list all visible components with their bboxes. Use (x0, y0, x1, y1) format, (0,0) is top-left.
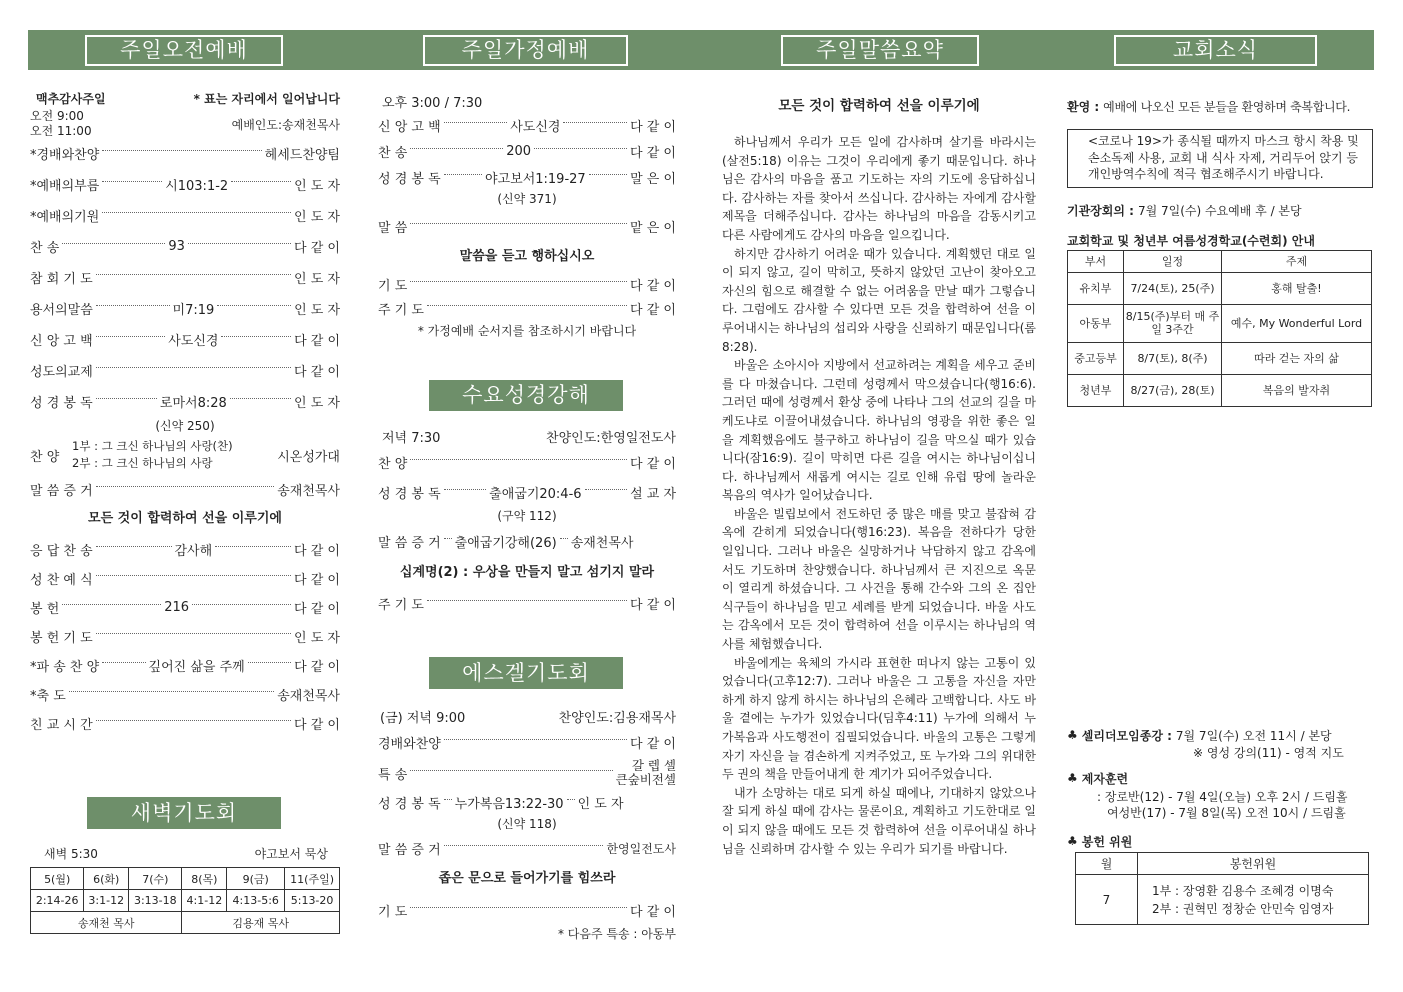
offering-table (1075, 852, 1369, 925)
school-cell: 중고등부 (1068, 342, 1124, 374)
order-detail: 감사해 (174, 544, 213, 559)
order-label: 신 앙 고 백 (30, 334, 93, 349)
header-family: 주일가정예배 (423, 35, 628, 66)
order-detail: 시103:1-2 (165, 179, 229, 194)
wed-subtitle: 십계명(2) : 우상을 만들지 말고 섬기지 말라 (399, 565, 655, 580)
training-label: 제자훈련 (1081, 771, 1129, 786)
order-person: 다 같 이 (294, 573, 340, 588)
order-row (30, 355, 340, 386)
dawn-table (30, 867, 340, 934)
order-label: *파 송 찬 양 (30, 660, 100, 675)
order-person: 다 같 이 (294, 241, 340, 256)
club-icon-2: ♣ (1067, 771, 1078, 785)
order-row (30, 709, 340, 738)
order-row (378, 296, 676, 320)
training-2: 여성반(17) - 7월 8일(목) 오전 10시 / 드림홀 (1107, 806, 1346, 820)
order-row (378, 727, 676, 757)
anthem-label: 찬 양 (30, 449, 60, 465)
ez-prayer-label: 기 도 (378, 904, 408, 920)
order-detail: 216 (164, 600, 190, 615)
order-person: 다 같 이 (630, 302, 676, 318)
order-person: 다 같 이 (630, 119, 677, 135)
order-label: 친 교 시 간 (30, 718, 93, 733)
ez-reading-text: 누가복음13:22-30 (454, 796, 564, 812)
welcome-text: 예배에 나오신 모든 분들을 환영하며 축복합니다. (1103, 99, 1351, 114)
order-person: 인 도 자 (294, 210, 340, 225)
order-person: 다 같 이 (630, 278, 676, 294)
dawn-day: 11(주일) (285, 868, 340, 890)
order-label: 찬 양 (378, 456, 408, 472)
wed-sermon-person: 송재천목사 (570, 535, 634, 551)
order-person: 다 같 이 (294, 334, 341, 349)
dawn-day: 6(화) (84, 868, 129, 890)
order-row (30, 324, 340, 355)
order-person: 말 은 이 (630, 171, 677, 187)
anthem-person: 시온성가대 (277, 449, 340, 465)
order-detail: 93 (168, 239, 185, 254)
order-detail: 출애굽기20:4-6 (489, 486, 582, 502)
header-ezekiel: 에스겔기도회 (429, 657, 623, 689)
order-label: 봉 헌 기 도 (30, 631, 93, 646)
ezekiel-prayer (378, 705, 676, 945)
order-row (30, 680, 340, 709)
dawn-passage: 4:13-5:6 (227, 890, 285, 912)
reading-sub: (신약 250) (155, 419, 215, 433)
worship-leader: 예배인도:송재천목사 (231, 117, 340, 132)
dawn-passage: 2:14-26 (31, 890, 84, 912)
dawn-day: 7(수) (129, 868, 182, 890)
family-reading-sub: (신약 371) (497, 192, 557, 206)
order-detail: 로마서8:28 (159, 396, 227, 411)
order-label: 봉 헌 (30, 602, 60, 617)
school-cell: 8/27(금), 28(토) (1124, 374, 1222, 406)
order-label: *축 도 (30, 689, 66, 704)
school-cell: 7/24(토), 25(주) (1124, 272, 1222, 304)
wed-prayer-label: 주 기 도 (378, 597, 424, 613)
offering-2: 2부 : 권혁민 정창순 안민숙 임영자 (1152, 901, 1334, 916)
order-row (30, 231, 340, 262)
order-row (30, 138, 340, 169)
ez-leader: 찬양인도:김용재목사 (558, 710, 676, 726)
pastor-2: 김용재 목사 (182, 912, 340, 934)
order-label: 성 경 봉 독 (378, 171, 441, 187)
time-2: 오전 11:00 (30, 123, 92, 138)
anthem-1: 1부 : 그 크신 하나님의 사랑(찬) (72, 439, 233, 453)
order-label: 주 기 도 (378, 302, 424, 318)
school-cell: 홍해 탈출! (1222, 272, 1372, 304)
order-person: 다 같 이 (630, 456, 676, 472)
senior-sub: ※ 영성 강의(11) - 영적 지도 (1193, 746, 1344, 760)
order-detail: 사도신경 (168, 334, 219, 349)
family-note: * 가정예배 순서지를 참조하시기 바랍니다 (417, 324, 637, 338)
anthem-2: 2부 : 그 크신 하나님의 사랑 (72, 456, 213, 470)
morning-worship (30, 88, 340, 738)
summary-paragraph: 하나님께서 우리가 모든 일에 감사하며 살기를 바라시는(살전5:18) 이유는 그것이 우리에게 좋기 때문입니다. 하나님은 감사의 마음을 품고 기도하는 자의 기도에 응답하십니다. 감사하는 자를 찾아서 쓰십니다. 감사하는 자에게 감사할 제목을 더해주십니다. 감사는 하나님의 마음을 감동시키고 다른 사람에게도 감사의 마음을 일으킵니다. (722, 135, 1036, 242)
order-person: 설 교 자 (630, 486, 677, 502)
order-row (30, 651, 340, 680)
summary-paragraph: 바울은 소아시아 지방에서 선교하려는 계획을 세우고 준비를 다 마쳤습니다. 그런데 성령께서 막으셨습니다(행16:6). 그러던 때에 성령께서 환상 중에 나타나 그의 선교의 길을 마케도냐로 이끌어내셨습니다. 하나님의 영광을 위한 좋은 일을 계획했음에도 불구하고 하나님이 길을 막으실 때가 있습니다(잠16:9). 길이 막히면 다른 길을 여시는 하나님이십니다. 하나님께서 새롭게 여시는 길로 인해 유럽 땅에 놀라운 복음의 역사가 일어났습니다. (722, 358, 1036, 503)
order-person: 다 같 이 (294, 544, 340, 559)
order-row (378, 112, 676, 138)
order-label: 성 경 봉 독 (30, 396, 93, 411)
word-label: 말 씀 (378, 220, 408, 236)
order-label: 성 찬 예 식 (30, 573, 93, 588)
school-cell: 아동부 (1068, 304, 1124, 342)
offering-label: 봉헌 위원 (1081, 834, 1133, 849)
special-person-1: 갈 렙 셀 (631, 758, 676, 773)
order-detail: 사도신경 (510, 119, 561, 135)
order-person: 인 도 자 (294, 303, 341, 318)
order-label: 찬 송 (378, 145, 408, 161)
sermon-label: 말 씀 증 거 (30, 483, 93, 499)
order-person: 인 도 자 (294, 272, 340, 287)
school-table (1067, 250, 1372, 407)
dawn-passage: 3:1-12 (84, 890, 129, 912)
order-label: *예배의기원 (30, 210, 100, 225)
ez-note: * 다음주 특송 : 아동부 (557, 927, 676, 941)
wed-reading-sub: (구약 112) (497, 509, 557, 523)
dawn-day: 9(금) (227, 868, 285, 890)
order-label: 기 도 (378, 278, 408, 294)
order-person: 인 도 자 (294, 631, 340, 646)
wed-sermon-label: 말 씀 증 거 (378, 535, 441, 551)
order-row (30, 386, 340, 417)
word-person: 맡 은 이 (630, 220, 676, 236)
order-person: 다 같 이 (294, 718, 340, 733)
summary-paragraph: 내가 소망하는 대로 되게 하실 때에나, 기대하지 않았으나 잘 되게 하실 때에 감사는 물론이요, 계획하고 기도한대로 일이 되지 않을 때에도 모든 것 합력하여 선을 이루어내실 하나님을 신뢰하며 감사할 수 있는 우리가 되기를 바랍니다. (722, 785, 1036, 856)
order-person: 인 도 자 (294, 179, 341, 194)
club-icon-1: ♣ (1067, 728, 1078, 742)
dawn-day: 5(월) (31, 868, 84, 890)
summary-paragraph: 바울은 빌립보에서 전도하던 중 많은 매를 맞고 불잡혀 감옥에 갇히게 되었습니다(행16:23). 복음을 전하다가 당한 일입니다. 그러나 바울은 실망하거나 낙담하지 않고 감옥에서도 기도하며 찬양했습니다. 하나님께서 큰 지진으로 옥문이 열리게 하셨습니다. 그 사건을 통해 간수와 그의 온 집안 식구들이 하나님을 믿고 세례를 받게 되었습니다. 바울 사도는 감옥에서 모든 것이 합력하여 선을 이루시는 하나님의 역사를 체험했습니다. (722, 506, 1036, 652)
header-news: 교회소식 (1114, 35, 1317, 66)
order-label: 찬 송 (30, 241, 60, 256)
dawn-time: 새벽 5:30 (44, 846, 98, 861)
wed-time: 저녁 7:30 (382, 430, 441, 446)
summary-paragraph: 하지만 감사하기 어려운 때가 있습니다. 계획했던 대로 일이 되지 않고, 길이 막히고, 뜻하지 않았던 고난이 찾아오고 자신의 힘으로 해결할 수 없는 어려움을 만날 때가 그렇습니다. 그럼에도 감사할 수 있다면 모든 것을 합력하여 선을 이루어내시는 하나님의 섭리와 사랑을 신뢰하기 때문입니다(롬8:28). (722, 246, 1036, 354)
order-row (30, 200, 340, 231)
school-cell: 8/7(토), 8(주) (1124, 342, 1222, 374)
header-summary: 주일말씀요약 (781, 35, 979, 66)
sermon-title: 모든 것이 합력하여 선을 이루기에 (88, 511, 282, 526)
order-row (30, 169, 340, 200)
wednesday-study (378, 425, 676, 617)
order-label: 성 경 봉 독 (378, 486, 441, 502)
dawn-passage: 5:13-20 (285, 890, 340, 912)
ez-time: (금) 저녁 9:00 (380, 710, 466, 726)
order-label: 참 회 기 도 (30, 272, 93, 287)
order-person: 다 같 이 (294, 660, 341, 675)
service-title: 맥추감사주일 (36, 91, 106, 106)
order-label: 경배와찬양 (378, 736, 441, 752)
order-row (378, 477, 676, 507)
dawn-passage: 4:1-12 (182, 890, 227, 912)
sermon-person: 송재천목사 (277, 483, 340, 499)
order-row (30, 622, 340, 651)
header-wednesday: 수요성경강해 (429, 380, 623, 411)
order-person: 다 같 이 (294, 365, 340, 380)
meeting-label: 기관장회의 : (1067, 204, 1134, 218)
ez-sermon-person: 한영일전도사 (606, 841, 676, 856)
school-cell: 따라 걷는 자의 삶 (1222, 342, 1372, 374)
school-cell: 청년부 (1068, 374, 1124, 406)
training-1: : 장로반(12) - 7월 4일(오늘) 오후 2시 / 드림홀 (1097, 790, 1348, 804)
school-cell: 예수, My Wonderful Lord (1222, 304, 1372, 342)
order-person: 헤세드찬양팀 (264, 148, 340, 163)
family-subtitle: 말씀을 듣고 행하십시오 (459, 249, 595, 264)
ez-reading-person: 인 도 자 (577, 796, 624, 812)
covid-notice: <코로나 19>가 종식될 때까지 마스크 항시 착용 및 손소독제 사용, 교회 내 식사 자제, 거리두어 앉기 등 개인방역수칙에 적극 협조해주시기 바랍니다. (1067, 129, 1373, 188)
ez-reading-label: 성 경 봉 독 (378, 796, 441, 812)
club-icon-3: ♣ (1067, 834, 1078, 848)
order-row (378, 164, 676, 190)
offering-head-members: 봉헌위원 (1138, 853, 1369, 875)
dawn-book: 야고보서 묵상 (254, 846, 328, 861)
order-person: 송재천목사 (277, 689, 340, 704)
order-label: *예배의부름 (30, 179, 100, 194)
family-worship (378, 90, 676, 342)
offering-month: 7 (1076, 875, 1138, 925)
pastor-1: 송재천 목사 (31, 912, 182, 934)
order-person: 다 같 이 (630, 145, 676, 161)
order-row (30, 293, 340, 324)
sermon-summary (722, 95, 1036, 858)
ez-prayer-person: 다 같 이 (630, 904, 676, 920)
order-row (30, 535, 340, 564)
order-row (30, 262, 340, 293)
dawn-passage: 3:13-18 (129, 890, 182, 912)
order-row (30, 564, 340, 593)
order-detail: 200 (506, 143, 532, 159)
order-detail: 야고보서1:19-27 (485, 171, 586, 187)
order-detail: 깊어진 삶을 주께 (148, 660, 245, 675)
wed-prayer-person: 다 같 이 (630, 597, 676, 613)
order-list (30, 138, 340, 417)
order-row (378, 138, 676, 164)
school-header: 일정 (1124, 250, 1222, 272)
school-cell: 유치부 (1068, 272, 1124, 304)
senior-text: 7월 7일(수) 오전 11시 / 본당 (1175, 728, 1332, 743)
summary-title: 모든 것이 합력하여 선을 이루기에 (778, 98, 980, 114)
order-person: 인 도 자 (294, 396, 340, 411)
header-dawn: 새벽기도회 (87, 797, 281, 829)
order-label: 성도의교제 (30, 365, 93, 380)
standing-note: * 표는 자리에서 일어납니다 (193, 91, 340, 106)
order-detail: 미7:19 (172, 303, 215, 318)
wed-leader: 찬양인도:한영일전도사 (546, 430, 676, 446)
school-cell: 복음의 발자취 (1222, 374, 1372, 406)
special-label: 특 송 (378, 767, 408, 783)
welcome-label: 환영 : (1067, 99, 1100, 114)
wed-sermon-text: 출애굽기강해(26) (454, 535, 557, 551)
ez-reading-sub: (신약 118) (497, 817, 557, 831)
school-title: 교회학교 및 청년부 여름성경학교(수련회) 안내 (1067, 233, 1315, 248)
order-list-2 (30, 535, 340, 738)
school-header: 주제 (1222, 250, 1372, 272)
ez-subtitle: 좁은 문으로 들어가기를 힘쓰라 (438, 871, 616, 886)
order-label: 응 답 찬 송 (30, 544, 93, 559)
order-label: 신 앙 고 백 (378, 119, 441, 135)
order-label: 용서의말씀 (30, 303, 93, 318)
meeting-text: 7월 7일(수) 수요예배 후 / 본당 (1137, 204, 1302, 218)
church-news (1067, 95, 1375, 916)
offering-head-month: 월 (1076, 853, 1138, 875)
school-header: 부서 (1068, 250, 1124, 272)
summary-paragraph: 바울에게는 육체의 가시라 표현한 떠나지 않는 고통이 있었습니다(고후12:7). 그러나 바울은 그 고통을 자신을 자만하게 하지 않게 하시는 하나님의 은혜라 고백합니다. 사도 바울 곁에는 누가가 있었습니다(딤후4:11) 누가에 의해서 누가복음과 사도행전이 집필되었습니다. 바울의 고통은 그렇게 자기 자신을 늘 겸손하게 지켜주었고, 또 누가와 그의 위대한 두 권의 책을 만들어내게 한 계기가 되어주었습니다. (722, 655, 1036, 782)
school-cell: 8/15(주)부터 매 주일 3주간 (1124, 304, 1222, 342)
senior-label: 셀리더모임종강 : (1081, 728, 1172, 743)
order-label: *경배와찬양 (30, 148, 100, 163)
dawn-prayer (30, 843, 342, 934)
order-person: 다 같 이 (630, 736, 676, 752)
family-time: 오후 3:00 / 7:30 (382, 95, 483, 111)
order-row (378, 447, 676, 477)
offering-1: 1부 : 장영환 김용수 조혜경 이명숙 (1152, 883, 1334, 898)
ez-sermon-label: 말 씀 증 거 (378, 842, 441, 858)
order-row (378, 272, 676, 296)
special-person-2: 큰숲비전셀 (615, 772, 676, 787)
time-1: 오전 9:00 (30, 108, 84, 123)
order-row (30, 593, 340, 622)
order-person: 다 같 이 (294, 602, 340, 617)
dawn-day: 8(목) (182, 868, 227, 890)
header-morning: 주일오전예배 (85, 35, 283, 66)
